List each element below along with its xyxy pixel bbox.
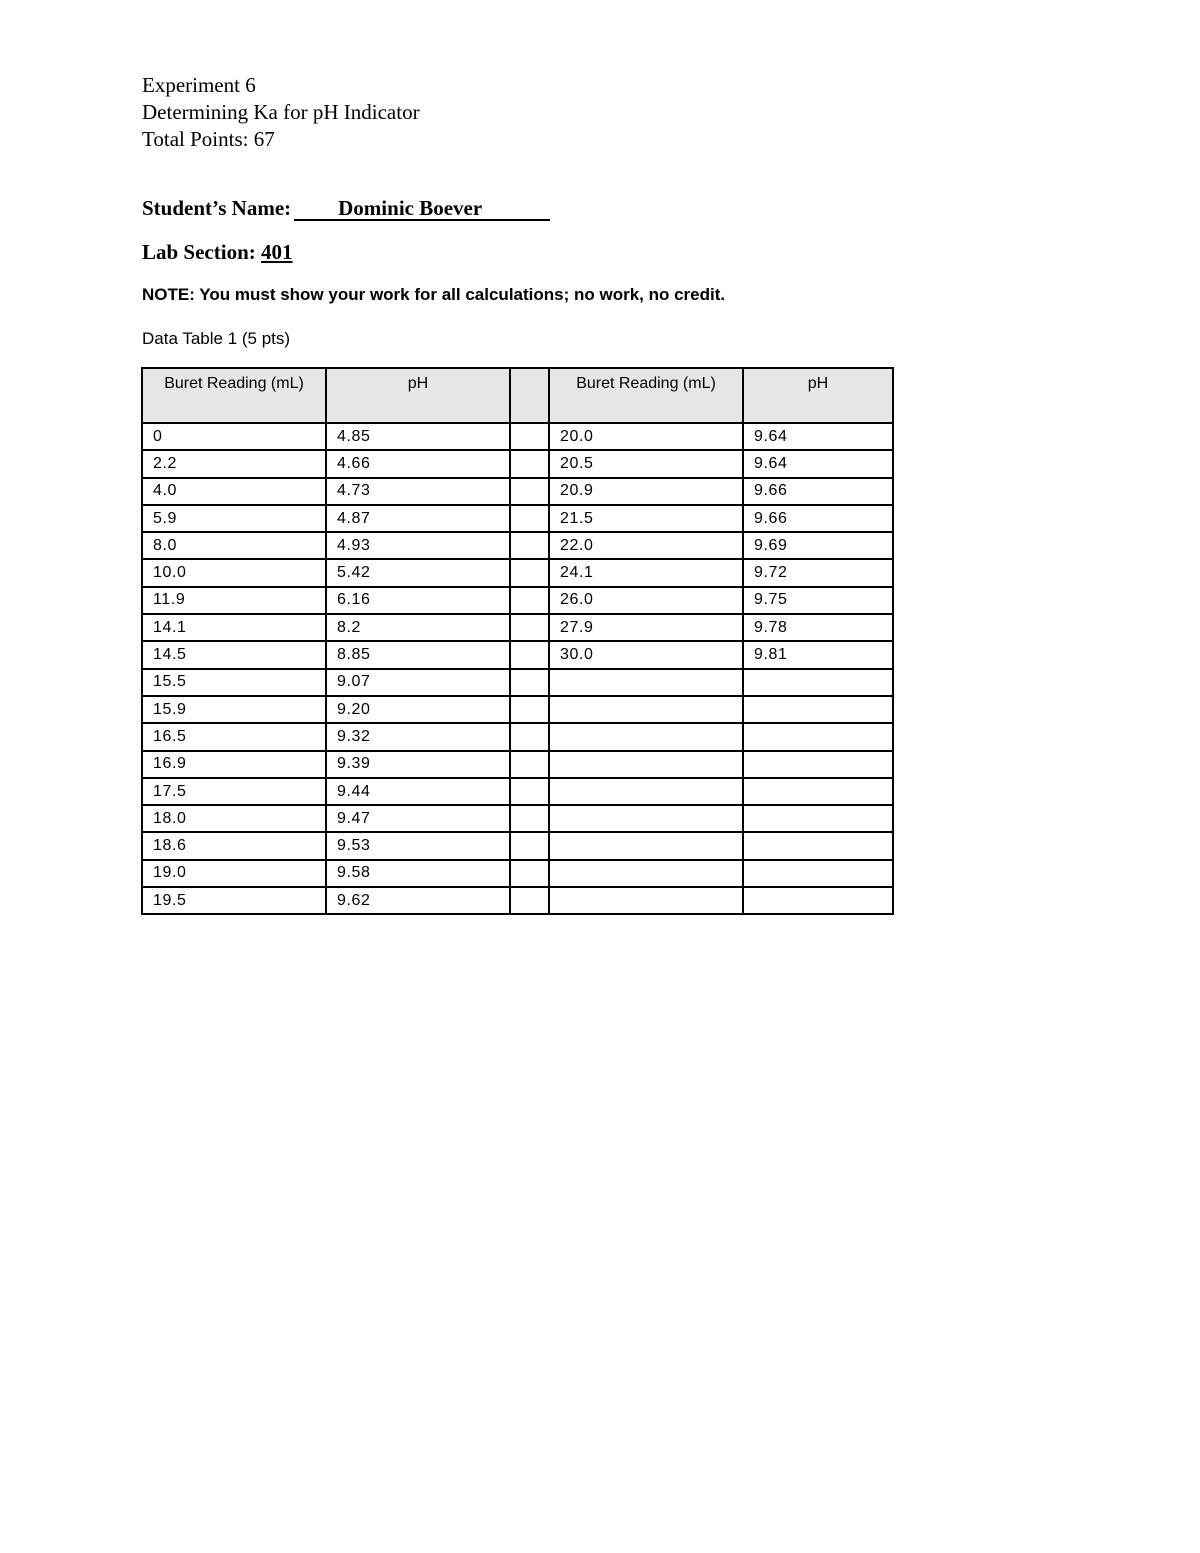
buret-reading-2-cell: 26.0 — [549, 587, 743, 614]
ph-1-cell: 9.32 — [326, 723, 510, 750]
spacer-cell — [510, 723, 549, 750]
table-row — [142, 505, 893, 532]
buret-reading-1-cell: 16.5 — [142, 723, 326, 750]
table-row — [142, 832, 893, 859]
buret-reading-1-cell: 8.0 — [142, 532, 326, 559]
student-name-label: Student’s Name: — [142, 196, 292, 220]
lab-section-value: 401 — [261, 240, 293, 264]
buret-reading-1-cell: 10.0 — [142, 559, 326, 586]
ph-1-cell: 4.73 — [326, 478, 510, 505]
buret-reading-1-cell: 2.2 — [142, 450, 326, 477]
buret-reading-2-cell: 20.9 — [549, 478, 743, 505]
ph-2-cell: 9.75 — [743, 587, 893, 614]
spacer-cell — [510, 505, 549, 532]
buret-reading-2-cell: 27.9 — [549, 614, 743, 641]
ph-2-cell — [743, 723, 893, 750]
total-points: Total Points: 67 — [142, 127, 275, 151]
ph-1-cell: 4.93 — [326, 532, 510, 559]
table-row — [142, 751, 893, 778]
buret-reading-2-cell: 20.5 — [549, 450, 743, 477]
table-row — [142, 450, 893, 477]
ph-1-cell: 9.07 — [326, 669, 510, 696]
buret-reading-1-cell: 16.9 — [142, 751, 326, 778]
student-name-value: Dominic Boever — [294, 197, 550, 221]
ph-2-cell — [743, 669, 893, 696]
header-buret-reading-1: Buret Reading (mL) — [142, 368, 326, 423]
spacer-cell — [510, 778, 549, 805]
buret-reading-1-cell: 14.5 — [142, 641, 326, 668]
buret-reading-2-cell: 24.1 — [549, 559, 743, 586]
table-row — [142, 778, 893, 805]
buret-reading-1-cell: 18.6 — [142, 832, 326, 859]
buret-reading-2-cell — [549, 805, 743, 832]
table-row — [142, 423, 893, 450]
document-header — [142, 72, 420, 153]
spacer-cell — [510, 641, 549, 668]
spacer-cell — [510, 587, 549, 614]
ph-1-cell: 4.87 — [326, 505, 510, 532]
spacer-cell — [510, 805, 549, 832]
spacer-cell — [510, 696, 549, 723]
table-row — [142, 723, 893, 750]
table-row — [142, 805, 893, 832]
buret-reading-1-cell: 15.5 — [142, 669, 326, 696]
spacer-cell — [510, 832, 549, 859]
spacer-cell — [510, 450, 549, 477]
buret-reading-2-cell — [549, 887, 743, 914]
ph-2-cell: 9.66 — [743, 505, 893, 532]
buret-reading-1-cell: 11.9 — [142, 587, 326, 614]
ph-1-cell: 9.39 — [326, 751, 510, 778]
buret-reading-2-cell: 30.0 — [549, 641, 743, 668]
ph-2-cell — [743, 805, 893, 832]
ph-1-cell: 9.44 — [326, 778, 510, 805]
ph-1-cell: 6.16 — [326, 587, 510, 614]
header-ph-2: pH — [743, 368, 893, 423]
header-spacer — [510, 368, 549, 423]
table-header-row — [142, 368, 893, 423]
ph-2-cell — [743, 696, 893, 723]
lab-section-label: Lab Section: — [142, 240, 256, 264]
ph-2-cell: 9.66 — [743, 478, 893, 505]
ph-1-cell: 9.47 — [326, 805, 510, 832]
ph-2-cell — [743, 778, 893, 805]
spacer-cell — [510, 559, 549, 586]
experiment-number: Experiment 6 — [142, 73, 256, 97]
ph-2-cell: 9.64 — [743, 450, 893, 477]
table-row — [142, 614, 893, 641]
spacer-cell — [510, 532, 549, 559]
experiment-title: Determining Ka for pH Indicator — [142, 100, 420, 124]
ph-1-cell: 9.20 — [326, 696, 510, 723]
table-row — [142, 559, 893, 586]
ph-1-cell: 4.85 — [326, 423, 510, 450]
buret-reading-2-cell — [549, 860, 743, 887]
buret-reading-1-cell: 15.9 — [142, 696, 326, 723]
buret-reading-1-cell: 5.9 — [142, 505, 326, 532]
ph-2-cell — [743, 860, 893, 887]
student-name-line — [142, 196, 550, 221]
spacer-cell — [510, 887, 549, 914]
ph-2-cell: 9.78 — [743, 614, 893, 641]
ph-2-cell: 9.72 — [743, 559, 893, 586]
ph-2-cell: 9.81 — [743, 641, 893, 668]
spacer-cell — [510, 423, 549, 450]
buret-reading-1-cell: 17.5 — [142, 778, 326, 805]
ph-2-cell: 9.69 — [743, 532, 893, 559]
table-body — [142, 423, 893, 914]
buret-reading-2-cell: 22.0 — [549, 532, 743, 559]
buret-reading-1-cell: 18.0 — [142, 805, 326, 832]
header-ph-1: pH — [326, 368, 510, 423]
buret-reading-2-cell — [549, 751, 743, 778]
table-row — [142, 669, 893, 696]
spacer-cell — [510, 751, 549, 778]
buret-reading-2-cell: 21.5 — [549, 505, 743, 532]
table-row — [142, 532, 893, 559]
lab-section-line — [142, 240, 293, 265]
ph-2-cell: 9.64 — [743, 423, 893, 450]
buret-reading-1-cell: 0 — [142, 423, 326, 450]
spacer-cell — [510, 478, 549, 505]
ph-1-cell: 9.53 — [326, 832, 510, 859]
table-row — [142, 478, 893, 505]
ph-1-cell: 9.58 — [326, 860, 510, 887]
spacer-cell — [510, 669, 549, 696]
buret-reading-1-cell: 19.0 — [142, 860, 326, 887]
ph-1-cell: 4.66 — [326, 450, 510, 477]
header-buret-reading-2: Buret Reading (mL) — [549, 368, 743, 423]
spacer-cell — [510, 614, 549, 641]
table-row — [142, 860, 893, 887]
buret-reading-1-cell: 14.1 — [142, 614, 326, 641]
buret-reading-2-cell — [549, 669, 743, 696]
buret-reading-2-cell — [549, 832, 743, 859]
ph-2-cell — [743, 887, 893, 914]
buret-reading-2-cell — [549, 778, 743, 805]
buret-reading-2-cell — [549, 696, 743, 723]
buret-reading-2-cell: 20.0 — [549, 423, 743, 450]
table-row — [142, 887, 893, 914]
buret-reading-1-cell: 19.5 — [142, 887, 326, 914]
buret-reading-1-cell: 4.0 — [142, 478, 326, 505]
ph-1-cell: 8.2 — [326, 614, 510, 641]
ph-1-cell: 5.42 — [326, 559, 510, 586]
ph-2-cell — [743, 832, 893, 859]
table-row — [142, 641, 893, 668]
table-row — [142, 587, 893, 614]
ph-1-cell: 8.85 — [326, 641, 510, 668]
table-caption: Data Table 1 (5 pts) — [142, 329, 291, 348]
ph-2-cell — [743, 751, 893, 778]
data-table — [141, 367, 894, 915]
work-note: NOTE: You must show your work for all calculations; no work, no credit. — [142, 285, 726, 304]
buret-reading-2-cell — [549, 723, 743, 750]
ph-1-cell: 9.62 — [326, 887, 510, 914]
table-row — [142, 696, 893, 723]
spacer-cell — [510, 860, 549, 887]
